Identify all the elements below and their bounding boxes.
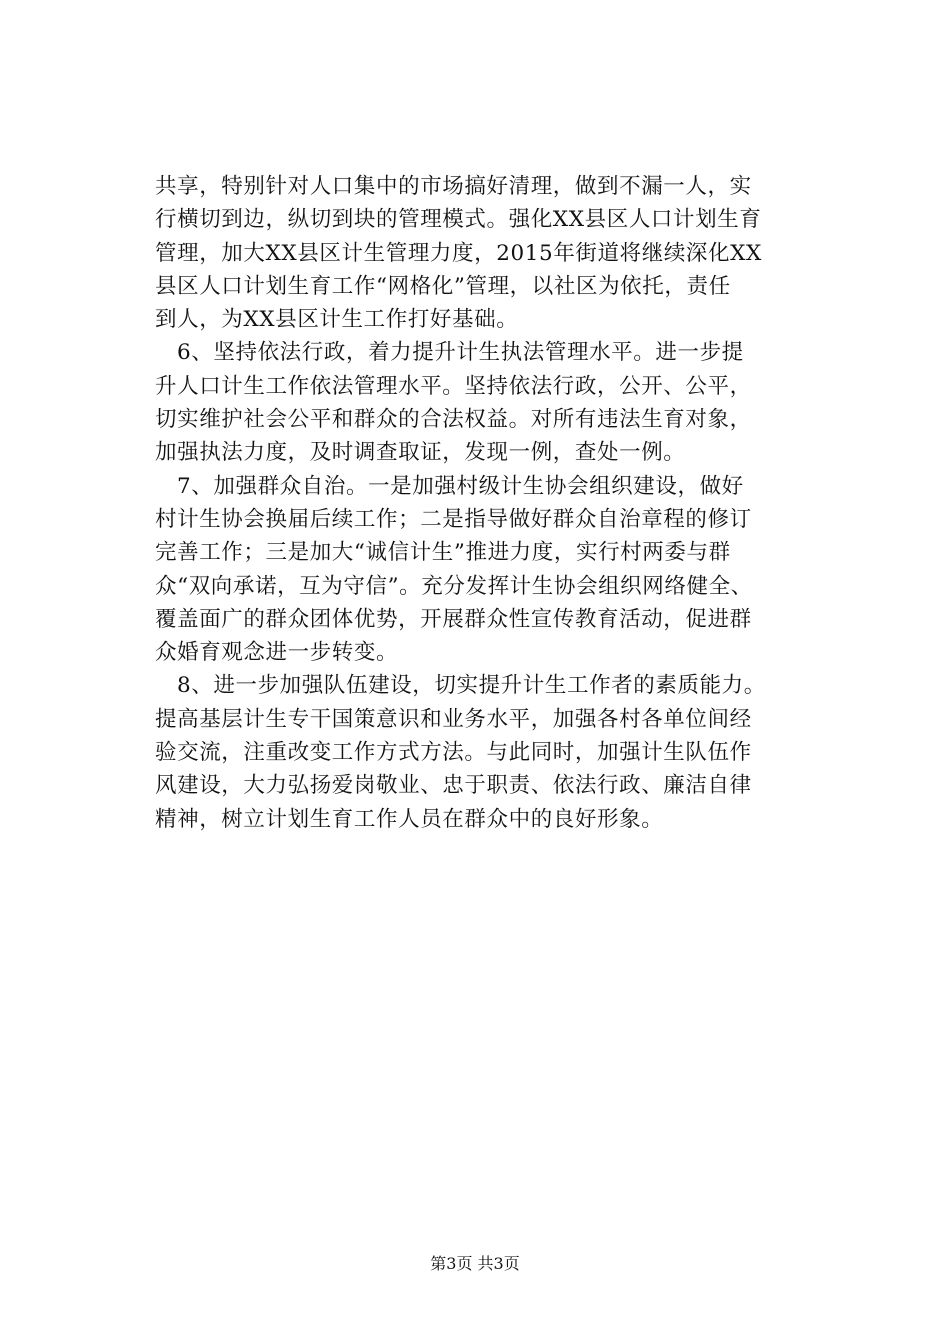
text-line: 完善工作；三是加大“诚信计生”推进力度，实行村两委与群: [155, 540, 731, 566]
paragraph-6-first-line: 6、坚持依法行政，着力提升计生执法管理水平。进一步提: [177, 340, 744, 366]
text-line: 村计生协会换届后续工作；二是指导做好群众自治章程的修订: [155, 506, 752, 532]
text-line: 众婚育观念进一步转变。: [155, 640, 399, 666]
text-line: 提高基层计生专干国策意识和业务水平，加强各村各单位间经: [155, 706, 752, 732]
page-footer: 第3页 共3页: [430, 1254, 520, 1273]
text-line: 县区人口计划生育工作“网格化”管理，以社区为依托，责任: [155, 273, 731, 299]
text-line: 风建设，大力弘扬爱岗敬业、忠于职责、依法行政、廉洁自律: [155, 773, 752, 799]
paragraph-8-first-line: 8、进一步加强队伍建设，切实提升计生工作者的素质能力。: [177, 673, 766, 699]
text-line: 覆盖面广的群众团体优势，开展群众性宣传教育活动，促进群: [155, 606, 752, 632]
text-line: 到人，为XX县区计生工作打好基础。: [155, 307, 519, 333]
text-line: 行横切到边，纵切到块的管理模式。强化XX县区人口计划生育: [155, 207, 762, 233]
text-line: 加强执法力度，及时调查取证，发现一例，查处一例。: [155, 440, 686, 466]
paragraph-7-first-line: 7、加强群众自治。一是加强村级计生协会组织建设，做好: [177, 473, 744, 499]
text-line: 众“双向承诺，互为守信”。充分发挥计生协会组织网络健全、: [155, 573, 753, 599]
text-line: 切实维护社会公平和群众的合法权益。对所有违法生育对象，: [155, 407, 752, 433]
text-line: 升人口计生工作依法管理水平。坚持依法行政，公开、公平，: [155, 373, 752, 399]
text-line: 验交流，注重改变工作方式方法。与此同时，加强计生队伍作: [155, 740, 752, 766]
text-line: 精神，树立计划生育工作人员在群众中的良好形象。: [155, 806, 664, 832]
text-line: 管理，加大XX县区计生管理力度，2015年街道将继续深化XX: [155, 240, 762, 266]
text-line: 共享，特别针对人口集中的市场搞好清理，做到不漏一人，实: [155, 174, 752, 199]
document-body: [155, 170, 835, 836]
